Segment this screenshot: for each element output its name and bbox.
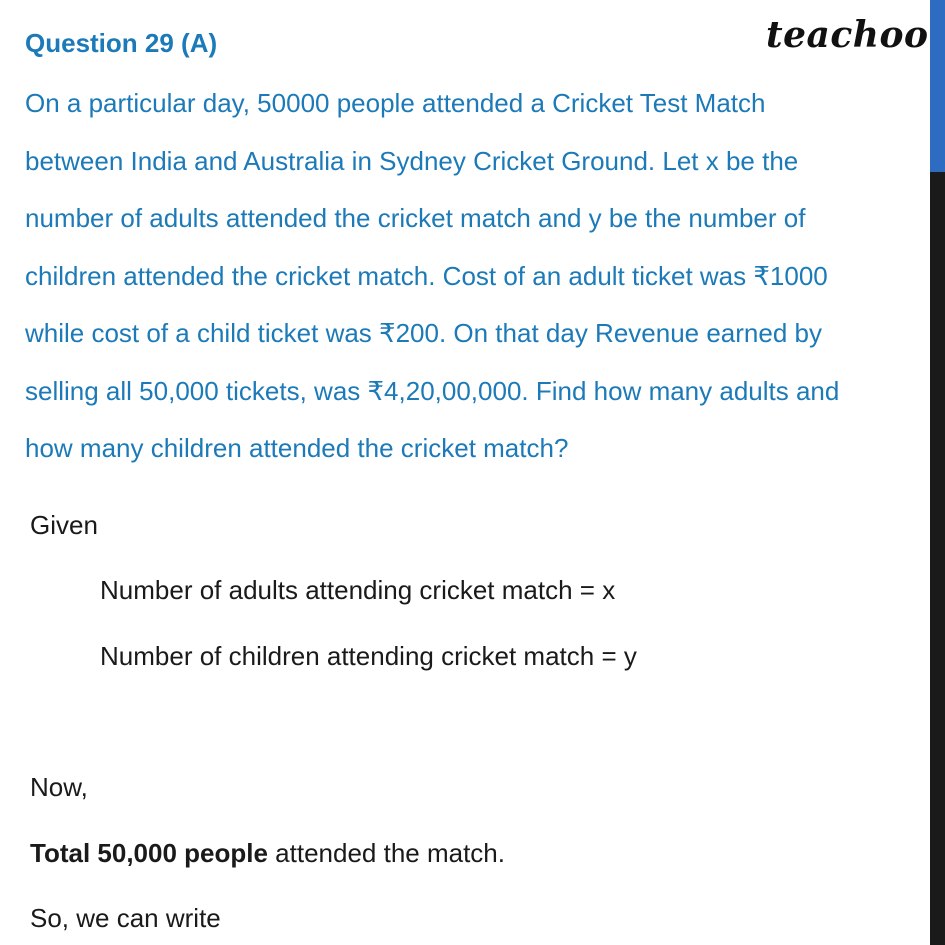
question-line-6: selling all 50,000 tickets, was ₹4,20,00,000. Find how many adults and [25,376,840,406]
now-label: Now, [30,772,88,802]
side-scrollbar[interactable] [930,0,945,945]
question-line-4: children attended the cricket match. Cost of an adult ticket was ₹1000 [25,261,828,291]
given-label: Given [30,510,98,540]
given-adults: Number of adults attending cricket match = x [100,575,616,605]
given-children: Number of children attending cricket match = y [100,641,637,671]
question-line-7: how many children attended the cricket match? [25,433,569,463]
so-we-can-write: So, we can write [30,903,221,933]
total-people-rest: attended the match. [267,838,505,868]
question-line-5: while cost of a child ticket was ₹200. On that day Revenue earned by [25,318,822,348]
scrollbar-thumb[interactable] [930,0,945,172]
question-line-1: On a particular day, 50000 people attended a Cricket Test Match [25,88,766,118]
question-line-3: number of adults attended the cricket match and y be the number of [25,203,806,233]
teachoo-logo: teachoo [766,14,929,56]
total-people-line [30,838,505,869]
total-people-bold: Total 50,000 people [30,838,268,868]
question-title: Question 29 (A) [25,28,218,58]
question-line-2: between India and Australia in Sydney Cricket Ground. Let x be the [25,146,799,176]
